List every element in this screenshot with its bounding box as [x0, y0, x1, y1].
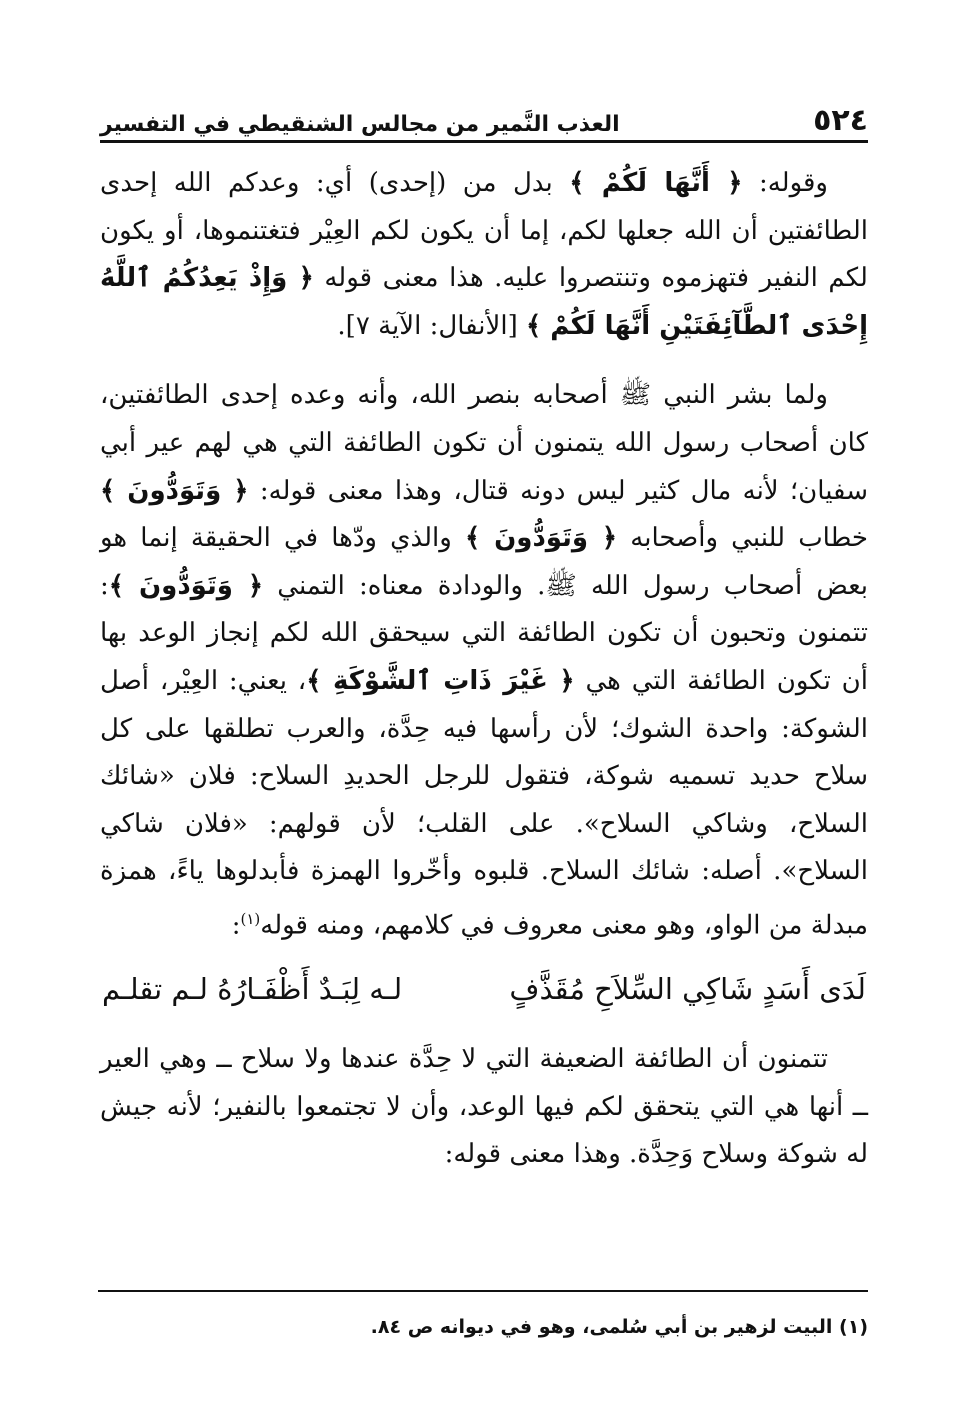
- text-run: ولما بشر النبي ﷺ أصحابه بنصر الله، وأنه وعده إحدى الطائفتين، كان أصحاب رسول الله يتمنون أن تكون الطائفة التي هي لهم عير أبي سفيان؛ لأنه مال كثير ليس دونه قتال، وهذا معنى قوله:: [100, 380, 868, 506]
- paragraph-1: [100, 160, 868, 350]
- quran-quote: ﴿ أَنَّهَا لَكُمْ ﴾: [569, 168, 743, 198]
- body-text: [100, 160, 868, 1179]
- quran-quote: ﴿ وَتَوَدُّونَ ﴾: [100, 475, 249, 506]
- paragraph-2: [100, 372, 868, 950]
- text-run: خطاب للنبي وأصحابه: [617, 523, 868, 554]
- text-run: تتمنون أن الطائفة الضعيفة التي لا حِدَّة عندها ولا سلاح ــ وهي العير ــ أنها هي التي يتحقق لكم فيها الوعد، وأن لا تجتمعوا بالنفير؛ لأنه جيش له شوكة وسلاح وَحِدَّة. وهذا معنى قوله:: [100, 1044, 868, 1170]
- footnote-separator: [98, 1290, 868, 1292]
- text-run: بدل من (إحدى) أي: وعدكم الله إحدى الطائفتين أن الله جعلها لكم، إما أن يكون لكم العِيْر فتغتنموها، أو يكون لكم النفير فتهزموه وتنتصروا عليه. هذا معنى قوله: [100, 168, 868, 294]
- text-run: والذي ودّها في الحقيقة إنما هو بعض أصحاب رسول الله ﷺ. والودادة معناه: التمني: [100, 523, 868, 601]
- quran-quote: ﴿ وَتَوَدُّونَ ﴾: [464, 523, 618, 554]
- verse-first-hemistich: لَدَى أَسَدٍ شَاكِي السِّلاَحِ مُقَذَّفٍ: [509, 972, 866, 1007]
- text-run: [الأنفال: الآية ٧].: [337, 310, 526, 341]
- text-run: ، يعني: العِيْر، أصل الشوكة: واحدة الشوك؛ لأن رأسها فيه حِدَّة، والعرب تطلقها على كل سلاح حديد تسميه شوكة، فتقول للرجل الحديدِ السلاح: فلان «شائك السلاح، وشاكي السلاح». على القلب؛ لأن قولهم: «فلان شاكي السلاح». أصله: شائك السلاح. قلبوه وأخّروا الهمزة فأبدلوها ياءً، همزة مبدلة من الواو، وهو معنى معروف في كلامهم، ومنه قوله: [100, 665, 868, 941]
- quran-quote: ﴿ غَيْرَ ذَاتِ ٱلشَّوْكَةِ ﴾: [306, 665, 575, 696]
- running-title: العذب النَّمير من مجالس الشنقيطي في التفسير: [100, 112, 620, 137]
- paragraph-3: [100, 1036, 868, 1179]
- quran-quote: ﴿ وَإِذْ يَعِدُكُمُ ٱللَّهُ إِحْدَى ٱلطَّآئِفَتَيْنِ أَنَّهَا لَكُمْ ﴾: [100, 263, 868, 341]
- footnote-reference[interactable]: (١): [240, 909, 261, 928]
- verse-second-hemistich: لـه لِبَـدٌ أَظْفَـارُهُ لـم تقلـم: [102, 972, 403, 1007]
- text-run: : تتمنون وتحبون أن تكون الطائفة التي سيحقق الله لكم إنجاز الوعد بها أن تكون الطائفة التي هي: [100, 570, 868, 696]
- footnote: (١) البيت لزهير بن أبي سُلمى، وهو في ديوانه ص ٨٤.: [370, 1316, 868, 1338]
- quran-quote: ﴿ وَتَوَدُّونَ ﴾: [108, 570, 264, 601]
- text-run: :: [231, 910, 241, 941]
- text-run: وقوله:: [742, 168, 828, 198]
- poetry-verse: [100, 964, 868, 1014]
- page-number: ٥٢٤: [813, 103, 868, 138]
- running-head: [100, 96, 868, 143]
